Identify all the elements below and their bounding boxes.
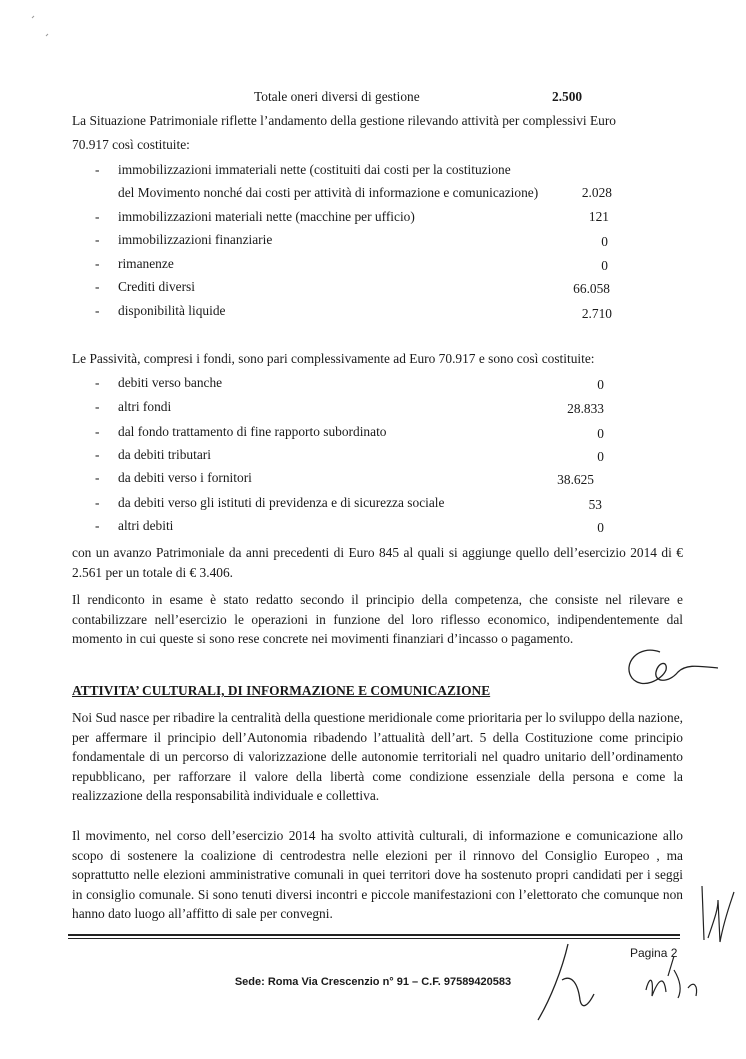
list-marker: - — [95, 375, 100, 390]
footer-rule-thin — [68, 938, 680, 939]
handwritten-initial-mark — [618, 642, 728, 692]
assets-item-value: 0 — [601, 234, 608, 249]
summary-value: 2.500 — [552, 89, 583, 104]
liabilities-item-label: altri fondi — [118, 399, 172, 414]
assets-item-label: disponibilità liquide — [118, 303, 226, 318]
section-paragraph-1: Noi Sud nasce per ribadire la centralità della questione meridionale come prioritaria per lo sviluppo della nazione, per affermare il principio dell’Autonomia ribadendo l’attualità dell’art. 5 della Costituzione come principio fondamentale di un percorso di valorizzazione delle autonomie territoriali nel quadro unitario dell’ordinamento repubblicano, per rafforzare il valore della libertà come condizione essenziale della persona e come la realizzazione della responsabilità individuale e collettiva. — [72, 710, 683, 803]
assets-item-value: 66.058 — [573, 281, 610, 296]
assets-item-label: Crediti diversi — [118, 279, 195, 294]
assets-intro-line-2: 70.917 così costituite: — [72, 137, 190, 152]
section-paragraph-2: Il movimento, nel corso dell’esercizio 2014 ha svolto attività culturali, di informazione e comunicazione allo scopo di sostenere la coalizione di centrodestra nelle elezioni per il rinnovo del Consiglio Europeo , ma soprattutto nelle elezioni amministrative comunali in quei territori dove ha sostenuto propri candidati per i seggi in consiglio comunale. Si sono tenuti diversi incontri e piccole manifestazioni con l’elettorato che comunque non hanno dato luogo all’affitto di sale per convegni. — [72, 828, 683, 921]
list-marker: - — [95, 279, 100, 294]
footer-rule — [68, 934, 680, 936]
list-marker: - — [95, 399, 100, 414]
list-marker: - — [95, 232, 100, 247]
liabilities-item-label: da debiti verso i fornitori — [118, 470, 252, 485]
handwritten-signature — [528, 940, 708, 1030]
liabilities-item-value: 53 — [588, 497, 602, 512]
list-marker: - — [95, 470, 100, 485]
assets-item-label: rimanenze — [118, 256, 174, 271]
liabilities-item-label: da debiti tributari — [118, 447, 211, 462]
list-marker: - — [95, 424, 100, 439]
assets-item-value: 0 — [601, 258, 608, 273]
liabilities-item-label: dal fondo trattamento di fine rapporto subordinato — [118, 424, 387, 439]
liabilities-item-label: altri debiti — [118, 518, 174, 533]
assets-item-value: 2.028 — [581, 185, 612, 200]
list-marker: - — [95, 162, 100, 177]
liabilities-item-value: 28.833 — [567, 401, 604, 416]
liabilities-item-value: 0 — [597, 426, 604, 441]
assets-item-label: immobilizzazioni finanziarie — [118, 232, 273, 247]
assets-item-label: del Movimento nonché dai costi per attività di informazione e comunicazione) — [118, 185, 539, 200]
assets-item-value: 121 — [588, 209, 609, 224]
liabilities-item-label: da debiti verso gli istituti di previdenza e di sicurezza sociale — [118, 495, 445, 510]
summary-label: Totale oneri diversi di gestione — [254, 89, 420, 104]
list-marker: - — [95, 495, 100, 510]
surplus-paragraph: con un avanzo Patrimoniale da anni precedenti di Euro 845 al quali si aggiunge quello dell’esercizio 2014 di € 2.561 per un totale di € 3.406. — [72, 545, 683, 580]
assets-item-value: 2.710 — [581, 306, 612, 321]
page-number: Pagina 2 — [630, 946, 678, 960]
liabilities-item-value: 0 — [597, 449, 604, 464]
list-marker: - — [95, 447, 100, 462]
footer-address: Sede: Roma Via Crescenzio n° 91 – C.F. 97589420583 — [234, 976, 512, 988]
assets-item-label: immobilizzazioni materiali nette (macchine per ufficio) — [118, 209, 415, 224]
liabilities-item-value: 0 — [597, 520, 604, 535]
liabilities-item-label: debiti verso banche — [118, 375, 223, 390]
section-heading: ATTIVITA’ CULTURALI, DI INFORMAZIONE E COMUNICAZIONE — [72, 683, 491, 698]
list-marker: - — [95, 303, 100, 318]
list-marker: - — [95, 209, 100, 224]
liabilities-intro: Le Passività, compresi i fondi, sono pari complessivamente ad Euro 70.917 e sono così costituite: — [72, 351, 595, 366]
assets-intro-line-1: La Situazione Patrimoniale riflette l’andamento della gestione rilevando attività per complessivi Euro — [72, 113, 617, 128]
list-marker: - — [95, 518, 100, 533]
scan-speck — [28, 12, 58, 42]
list-marker: - — [95, 256, 100, 271]
liabilities-item-value: 0 — [597, 377, 604, 392]
assets-item-label: immobilizzazioni immateriali nette (costituiti dai costi per la costituzione — [118, 162, 511, 177]
competence-paragraph: Il rendiconto in esame è stato redatto secondo il principio della competenza, che consiste nel rilevare e contabilizzare nell’esercizio le operazioni in funzione del loro riflesso economico, indipendentemente dal momento in cui queste si sono rese concrete nei movimenti finanziari d’incasso o pagamento. — [72, 592, 683, 646]
liabilities-item-value: 38.625 — [557, 472, 594, 487]
